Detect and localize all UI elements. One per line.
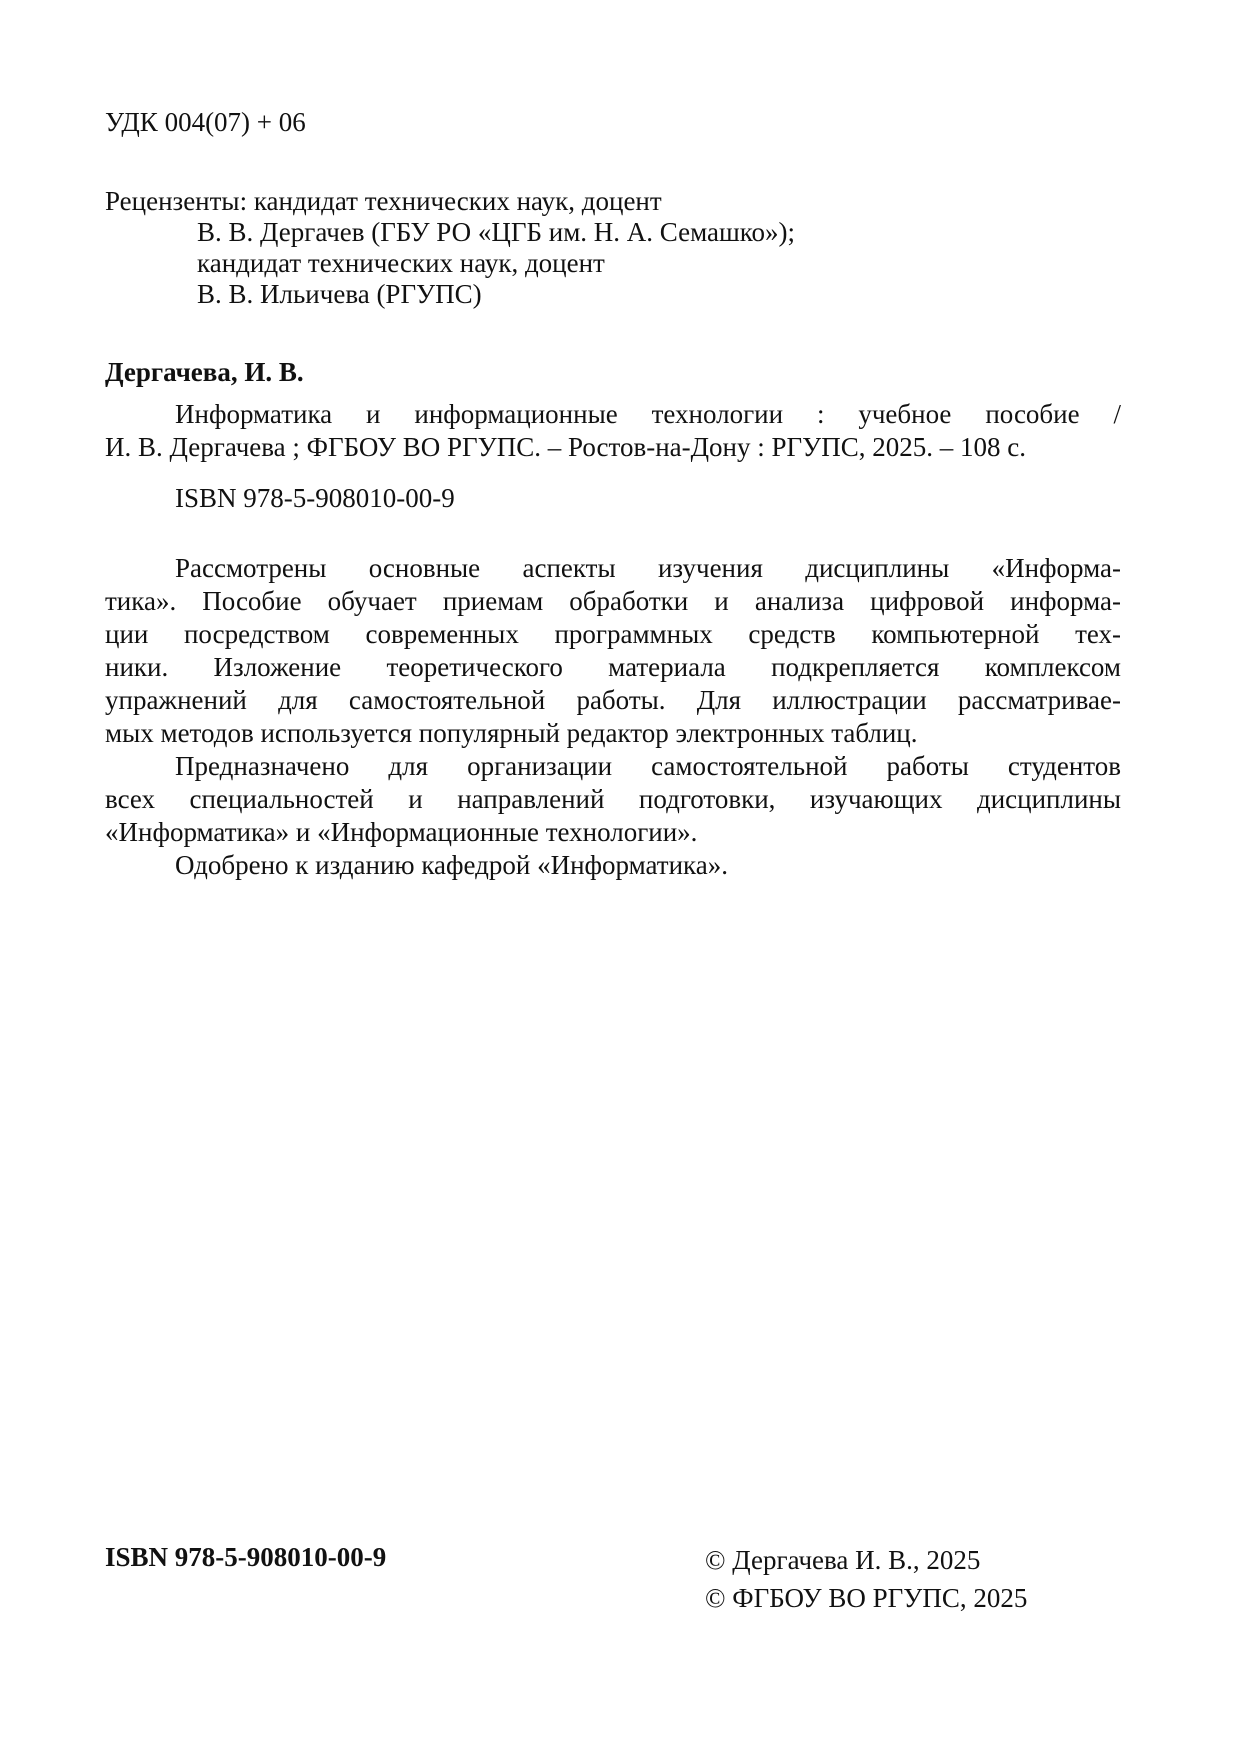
reviewers-line: Рецензенты: кандидат технических наук, доцент xyxy=(105,186,662,216)
annotation-line: Предназначено для организации самостоятельной работы студентов xyxy=(175,751,1121,781)
annotation-line: упражнений для самостоятельной работы. Для иллюстрации рассматривае- xyxy=(105,685,1121,715)
copyright-block xyxy=(705,1541,1027,1617)
annotation-line: мых методов используется популярный редактор электронных таблиц. xyxy=(105,718,918,748)
udc-line: УДК 004(07) + 06 xyxy=(105,107,306,137)
annotation-block xyxy=(105,552,1121,882)
copyright-line: © Дергачева И. В., 2025 xyxy=(705,1545,981,1575)
reviewers-block xyxy=(105,186,1121,310)
reviewers-line: В. В. Дергачев (ГБУ РО «ЦГБ им. Н. А. Семашко»); xyxy=(197,217,796,247)
author-heading: Дергачева, И. В. xyxy=(105,357,304,387)
isbn-line: ISBN 978-5-908010-00-9 xyxy=(175,483,455,513)
annotation-line: тика». Пособие обучает приемам обработки и анализа цифровой информа- xyxy=(105,586,1121,616)
reviewers-line: кандидат технических наук, доцент xyxy=(197,248,605,278)
annotation-line: Рассмотрены основные аспекты изучения дисциплины «Информа- xyxy=(175,553,1121,583)
bibliographic-entry xyxy=(105,398,1121,464)
bibliographic-line: И. В. Дергачева ; ФГБОУ ВО РГУПС. – Ростов-на-Дону : РГУПС, 2025. – 108 с. xyxy=(105,432,1026,462)
annotation-line: «Информатика» и «Информационные технологии». xyxy=(105,817,698,847)
reviewers-line: В. В. Ильичева (РГУПС) xyxy=(197,279,482,309)
annotation-line: Одобрено к изданию кафедрой «Информатика». xyxy=(175,850,728,880)
annotation-line: ники. Изложение теоретического материала подкрепляется комплексом xyxy=(105,652,1121,682)
copyright-line: © ФГБОУ ВО РГУПС, 2025 xyxy=(705,1583,1028,1613)
bibliographic-line: Информатика и информационные технологии : учебное пособие / xyxy=(175,399,1121,429)
footer-isbn: ISBN 978-5-908010-00-9 xyxy=(105,1542,387,1572)
annotation-line: всех специальностей и направлений подготовки, изучающих дисциплины xyxy=(105,784,1121,814)
annotation-line: ции посредством современных программных средств компьютерной тех- xyxy=(105,619,1121,649)
